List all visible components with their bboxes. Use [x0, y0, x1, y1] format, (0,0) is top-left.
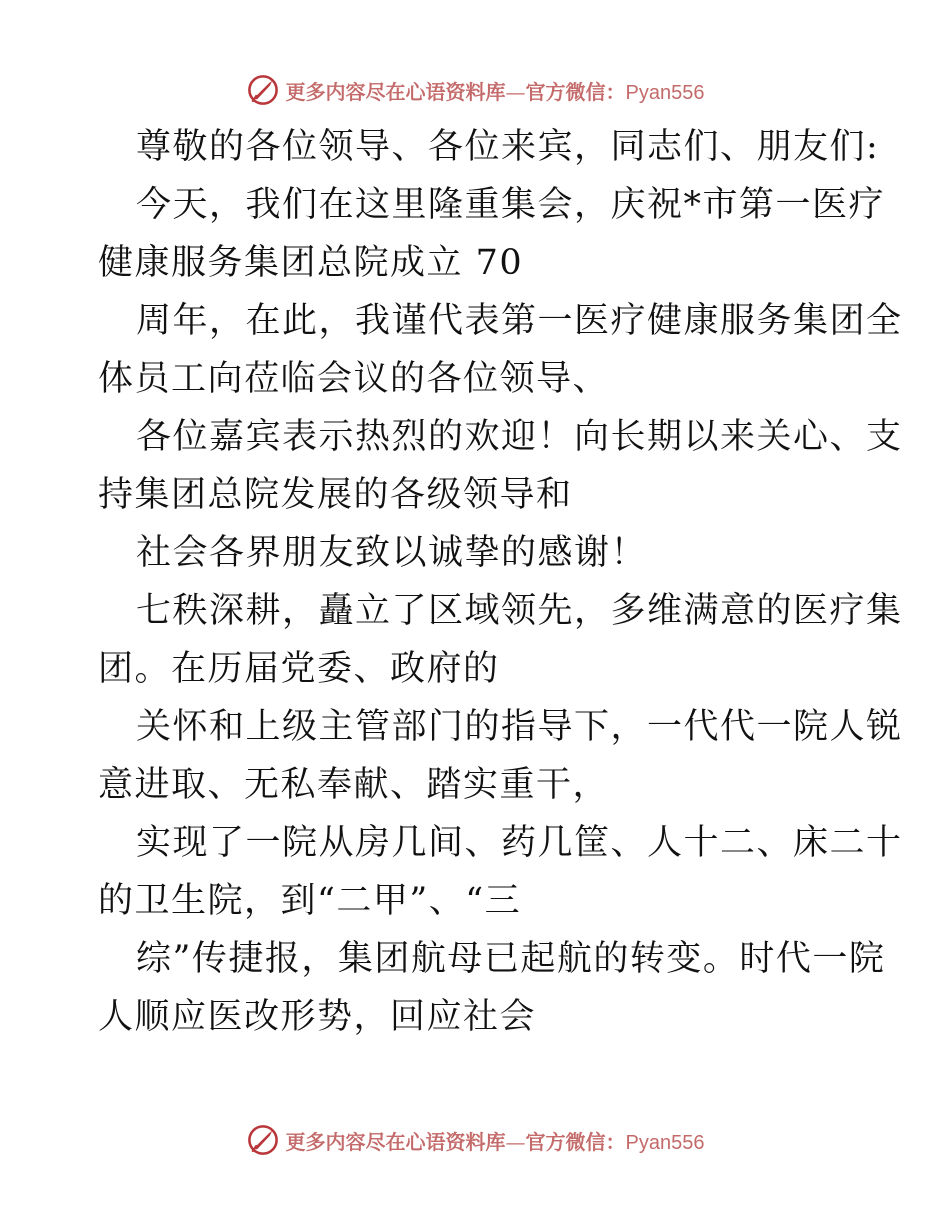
body-line: 实现了一院从房几间、药几筐、人十二、床二十: [136, 823, 903, 863]
header-dash: —: [505, 79, 526, 104]
document-body: [98, 118, 903, 1046]
footer-account: Pyan556: [625, 1131, 705, 1154]
body-line: 团。在历届党委、政府的: [98, 649, 500, 689]
body-line: 周年，在此，我谨代表第一医疗健康服务集团全: [136, 301, 903, 341]
body-line: 人顺应医改形势，回应社会: [98, 997, 537, 1037]
body-line: 的卫生院，到“二甲”、“三: [98, 881, 522, 921]
body-line: 体员工向莅临会议的各位领导、: [98, 359, 610, 399]
footer-label: 官方微信：: [525, 1129, 626, 1154]
header-brand: 更多内容尽在心语资料库: [285, 79, 506, 104]
body-line: 健康服务集团总院成立 70: [98, 243, 524, 283]
body-line: 社会各界朋友致以诚挚的感谢！: [136, 533, 648, 573]
body-line: 七秩深耕，矗立了区域领先，多维满意的医疗集: [136, 591, 903, 631]
body-line: 各位嘉宾表示热烈的欢迎！向长期以来关心、支: [136, 417, 903, 457]
footer-dash: —: [505, 1129, 526, 1154]
body-line: 意进取、无私奉献、踏实重干，: [98, 765, 610, 805]
footer-watermark-text: [286, 1126, 705, 1155]
header-watermark-inner: [246, 73, 705, 107]
header-watermark-text: [286, 76, 705, 105]
header-watermark: [0, 70, 950, 110]
body-line: 关怀和上级主管部门的指导下，一代代一院人锐: [136, 707, 903, 747]
body-line: 尊敬的各位领导、各位来宾，同志们、朋友们:: [136, 127, 880, 167]
body-line: 综”传捷报，集团航母已起航的转变。时代一院: [136, 939, 886, 979]
header-label: 官方微信：: [525, 79, 626, 104]
quill-logo-icon: [246, 73, 280, 107]
footer-watermark: [0, 1120, 950, 1160]
footer-brand: 更多内容尽在心语资料库: [285, 1129, 506, 1154]
body-line: 今天，我们在这里隆重集会，庆祝*市第一医疗: [136, 185, 886, 225]
header-account: Pyan556: [625, 81, 705, 104]
footer-watermark-inner: [246, 1123, 705, 1157]
quill-logo-icon: [246, 1123, 280, 1157]
body-line: 持集团总院发展的各级领导和: [98, 475, 573, 515]
